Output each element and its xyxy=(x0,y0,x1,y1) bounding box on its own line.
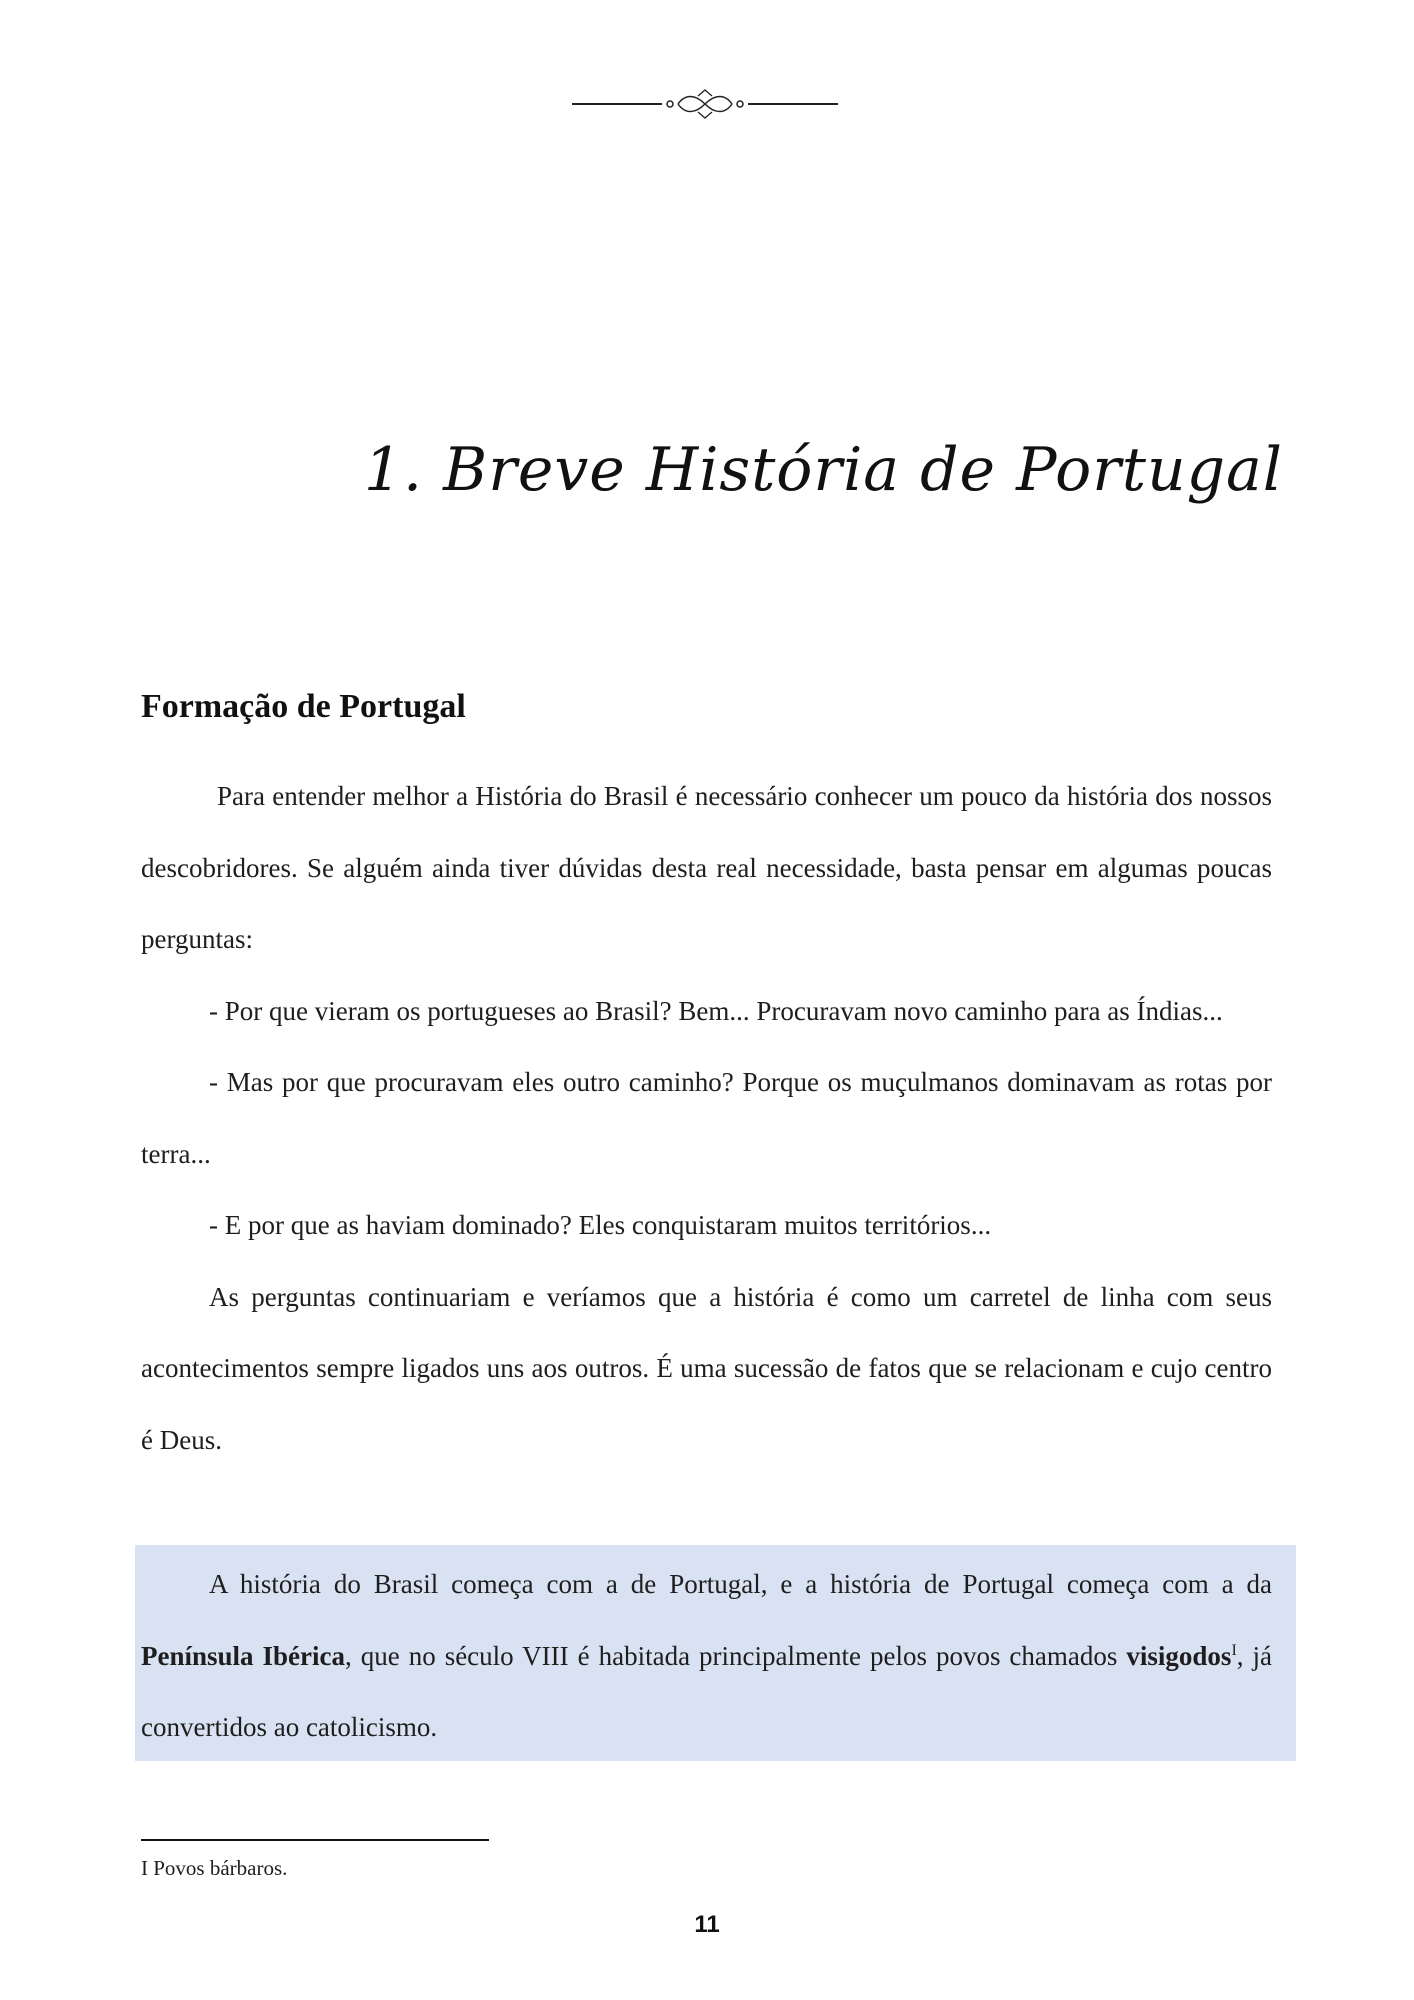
footnote-divider xyxy=(141,1839,489,1841)
paragraph-question-2: - Mas por que procuravam eles outro caminho? Porque os muçulmanos dominavam as rotas por terra... xyxy=(141,1067,1272,1169)
body-text xyxy=(141,761,1272,1476)
chapter-title: 1. Breve História de Portugal xyxy=(363,435,1283,505)
footnote: I Povos bárbaros. xyxy=(141,1856,288,1880)
paragraph-conclusion: As perguntas continuariam e veríamos que a história é como um carretel de linha com seus acontecimentos sempre ligados uns aos outros. É uma sucessão de fatos que se relacionam e cujo centro é Deus. xyxy=(141,1281,1272,1455)
bold-term-visigodos: visigodos xyxy=(1126,1640,1232,1671)
highlight-paragraph xyxy=(141,1549,1272,1764)
header-ornament xyxy=(570,88,840,122)
highlight-text-part: , que no século VIII é habitada principalmente pelos povos chamados xyxy=(345,1640,1127,1671)
highlight-text xyxy=(141,1549,1272,1764)
paragraph-question-3: - E por que as haviam dominado? Eles conquistaram muitos territórios... xyxy=(209,1210,992,1240)
paragraph-question-1: - Por que vieram os portugueses ao Brasil? Bem... Procuravam novo caminho para as Índias... xyxy=(209,995,1223,1026)
highlight-text-part: , já convertidos ao catolicismo. xyxy=(141,1640,1272,1742)
section-heading: Formação de Portugal xyxy=(141,688,466,725)
footnote-reference[interactable]: I xyxy=(1231,1641,1237,1659)
bold-term-peninsula: Península Ibérica xyxy=(141,1640,345,1671)
highlight-text-part: A história do Brasil começa com a de Portugal, e a história de Portugal começa com a da xyxy=(209,1569,1272,1599)
page-number: 11 xyxy=(694,1911,720,1938)
paragraph-intro: Para entender melhor a História do Brasil é necessário conhecer um pouco da história dos nossos descobridores. Se alguém ainda tiver dúvidas desta real necessidade, basta pensar em algumas poucas perguntas: xyxy=(141,781,1272,954)
